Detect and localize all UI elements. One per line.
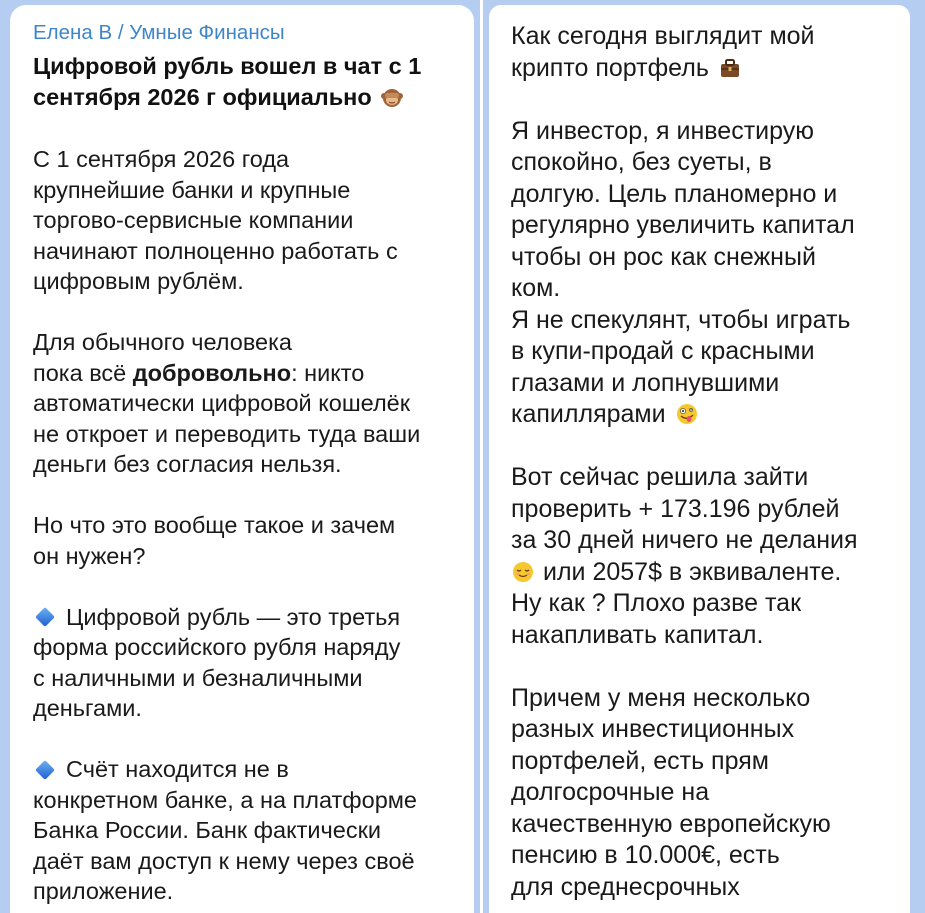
paragraph-intro: С 1 сентября 2026 года крупнейшие банки и крупные торгово-сервисные компании начинают полноценно работать с цифровым рублём.	[33, 146, 398, 294]
paragraph-voluntary: Для обычного человека пока всё добровольно: никто автоматически цифровой кошелёк не откроет и переводить туда ваши деньги без согласия нельзя.	[33, 329, 421, 477]
relieved-face-icon	[511, 560, 535, 584]
post-title-line2: сентября 2026 г официально	[33, 82, 474, 113]
message-bubble-right	[489, 5, 910, 913]
paragraph-portfolios: Причем у меня несколько разных инвестиционных портфелей, есть прям долгосрочные на качественную европейскую пенсию в 10.000€, есть для среднесрочных	[511, 683, 831, 901]
paragraph-profit: Вот сейчас решила зайти проверить + 173.196 рублей за 30 дней ничего не делания или 2057$ в эквиваленте. Ну как ? Плохо разве так накапливать капитал.	[511, 463, 858, 649]
blue-diamond-icon	[35, 607, 55, 627]
post-title-line1: Цифровой рубль вошел в чат с 1	[33, 53, 422, 79]
paragraph-platform: Счёт находится не в конкретном банке, а на платформе Банка России. Банк фактически даёт вам доступ к нему через своё приложение.	[33, 756, 417, 904]
see-no-evil-monkey-icon	[380, 85, 404, 109]
paragraph-investor: Я инвестор, я инвестирую спокойно, без суеты, в долгую. Цель планомерно и регулярно увеличить капитал чтобы он рос как снежный ком. Я не спекулянт, чтобы играть в купи-продай с красными глазами и лопнувшими капиллярами	[511, 116, 855, 428]
column-divider	[480, 0, 483, 913]
paragraph-portfolio-title: Как сегодня выглядит мой крипто портфель	[511, 22, 815, 82]
paragraph-third-form: Цифровой рубль — это третья форма российского рубля наряду с наличными и безналичными деньгами.	[33, 603, 401, 721]
briefcase-icon	[718, 56, 742, 80]
sender-name[interactable]: Елена В / Умные Финансы	[33, 21, 285, 44]
paragraph-question: Но что это вообще такое и зачем он нужен?	[33, 512, 396, 569]
message-bubble-left	[10, 5, 474, 913]
zany-face-icon	[675, 402, 699, 426]
blue-diamond-icon	[35, 760, 55, 780]
